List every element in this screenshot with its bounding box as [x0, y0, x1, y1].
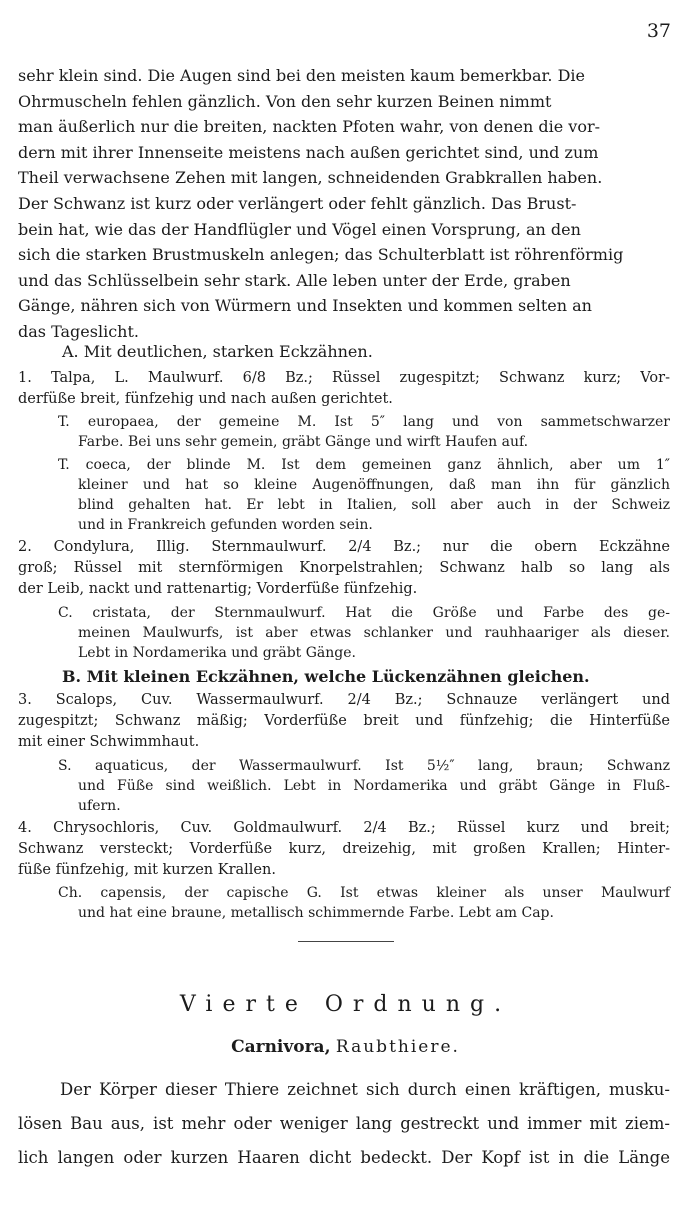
genus-entry-talpa [18, 368, 670, 410]
text-line: das Tageslicht. [18, 321, 139, 341]
text-line: 2. Condylura, Illig. Sternmaulwurf. 2/4 Bz.; nur die obern Eckzähne [18, 539, 670, 555]
genus-entry-condylura [18, 537, 670, 600]
text-line: und hat eine braune, metallisch schimmernde Farbe. Lebt am Cap. [78, 905, 554, 921]
text-line: T. coeca, der blinde M. Ist dem gemeinen ganz ähnlich, aber um 1″ [58, 457, 670, 473]
text-line: der Leib, nackt und rattenartig; Vorderfüße fünfzehig. [18, 581, 418, 597]
text-line: lösen Bau aus, ist mehr oder weniger lang gestreckt und immer mit ziem- [18, 1114, 670, 1133]
species-entry-capensis [58, 883, 670, 923]
text-line: und Füße sind weißlich. Lebt in Nordamerika und gräbt Gänge in Fluß- [78, 778, 670, 794]
text-line: Schwanz versteckt; Vorderfüße kurz, dreizehig, mit großen Krallen; Hinter- [18, 841, 670, 857]
closing-paragraph [18, 1073, 670, 1175]
text-line: sich die starken Brustmuskeln anlegen; das Schulterblatt ist röhrenförmig [18, 245, 624, 265]
genus-entry-chrysochloris [18, 818, 670, 881]
order-heading: Vierte Ordnung. [179, 992, 512, 1017]
text-line: Gänge, nähren sich von Würmern und Insekten und kommen selten an [18, 296, 592, 316]
species-entry-cristata [58, 603, 670, 663]
family-latin-name: Carnivora, [231, 1037, 331, 1057]
text-line: Lebt in Nordamerika und gräbt Gänge. [78, 645, 356, 661]
text-line: und das Schlüsselbein sehr stark. Alle leben unter der Erde, graben [18, 270, 571, 290]
text-line: sehr klein sind. Die Augen sind bei den meisten kaum bemerkbar. Die [18, 66, 585, 85]
species-entry-aquaticus [58, 756, 670, 816]
section-divider [298, 941, 394, 942]
text-line: meinen Maulwurfs, ist aber etwas schlanker und rauhhaariger als dieser. [78, 625, 670, 641]
species-entry-coeca [58, 455, 670, 535]
text-line: kleiner und hat so kleine Augenöffnungen, daß man ihn für gänzlich [78, 477, 670, 493]
text-line: zugespitzt; Schwanz mäßig; Vorderfüße breit und fünfzehig; die Hinterfüße [18, 713, 670, 729]
text-line: Der Schwanz ist kurz oder verlängert oder fehlt gänzlich. Das Brust- [18, 193, 577, 213]
text-line: Der Körper dieser Thiere zeichnet sich durch einen kräftigen, musku- [60, 1080, 670, 1099]
text-line: Farbe. Bei uns sehr gemein, gräbt Gänge und wirft Haufen auf. [78, 434, 529, 450]
genus-entry-scalops [18, 690, 670, 753]
text-line: und in Frankreich gefunden worden sein. [78, 517, 373, 533]
text-line: Ohrmuscheln fehlen gänzlich. Von den sehr kurzen Beinen nimmt [18, 91, 552, 111]
text-line: C. cristata, der Sternmaulwurf. Hat die Größe und Farbe des ge- [58, 605, 670, 621]
text-line: 4. Chrysochloris, Cuv. Goldmaulwurf. 2/4 Bz.; Rüssel kurz und breit; [18, 820, 670, 836]
text-line: man äußerlich nur die breiten, nackten Pfoten wahr, von denen die vor- [18, 117, 601, 137]
text-line: bein hat, wie das der Handflügler und Vögel einen Vorsprung, an den [18, 219, 581, 239]
family-heading [0, 1037, 691, 1057]
species-entry-europaea [58, 412, 670, 452]
family-german-name: Raubthiere. [335, 1037, 460, 1057]
text-line: Theil verwachsene Zehen mit langen, schneidenden Grabkrallen haben. [18, 168, 603, 188]
text-line: lich langen oder kurzen Haaren dicht bedeckt. Der Kopf ist in die Länge [18, 1148, 670, 1167]
text-line: dern mit ihrer Innenseite meistens nach außen gerichtet sind, und zum [18, 142, 599, 162]
page-number: 37 [646, 20, 671, 42]
text-line: 1. Talpa, L. Maulwurf. 6/8 Bz.; Rüssel zugespitzt; Schwanz kurz; Vor- [18, 370, 670, 386]
text-line: Ch. capensis, der capische G. Ist etwas kleiner als unser Maulwurf [58, 885, 670, 901]
intro-paragraph [18, 63, 670, 345]
text-line: blind gehalten hat. Er lebt in Italien, soll aber auch in der Schweiz [78, 497, 670, 513]
text-line: ufern. [78, 798, 121, 814]
text-line: derfüße breit, fünfzehig und nach außen gerichtet. [18, 391, 393, 407]
text-line: T. europaea, der gemeine M. Ist 5″ lang und von sammetschwarzer [58, 414, 670, 430]
text-line: S. aquaticus, der Wassermaulwurf. Ist 5½″ lang, braun; Schwanz [58, 758, 670, 774]
section-heading-b: B. Mit kleinen Eckzähnen, welche Lückenzähnen gleichen. [62, 667, 590, 686]
text-line: mit einer Schwimmhaut. [18, 734, 200, 750]
text-line: 3. Scalops, Cuv. Wassermaulwurf. 2/4 Bz.; Schnauze verlängert und [18, 692, 670, 708]
text-line: groß; Rüssel mit sternförmigen Knorpelstrahlen; Schwanz halb so lang als [18, 560, 670, 576]
text-line: füße fünfzehig, mit kurzen Krallen. [18, 862, 276, 878]
section-heading-a: A. Mit deutlichen, starken Eckzähnen. [62, 342, 373, 361]
